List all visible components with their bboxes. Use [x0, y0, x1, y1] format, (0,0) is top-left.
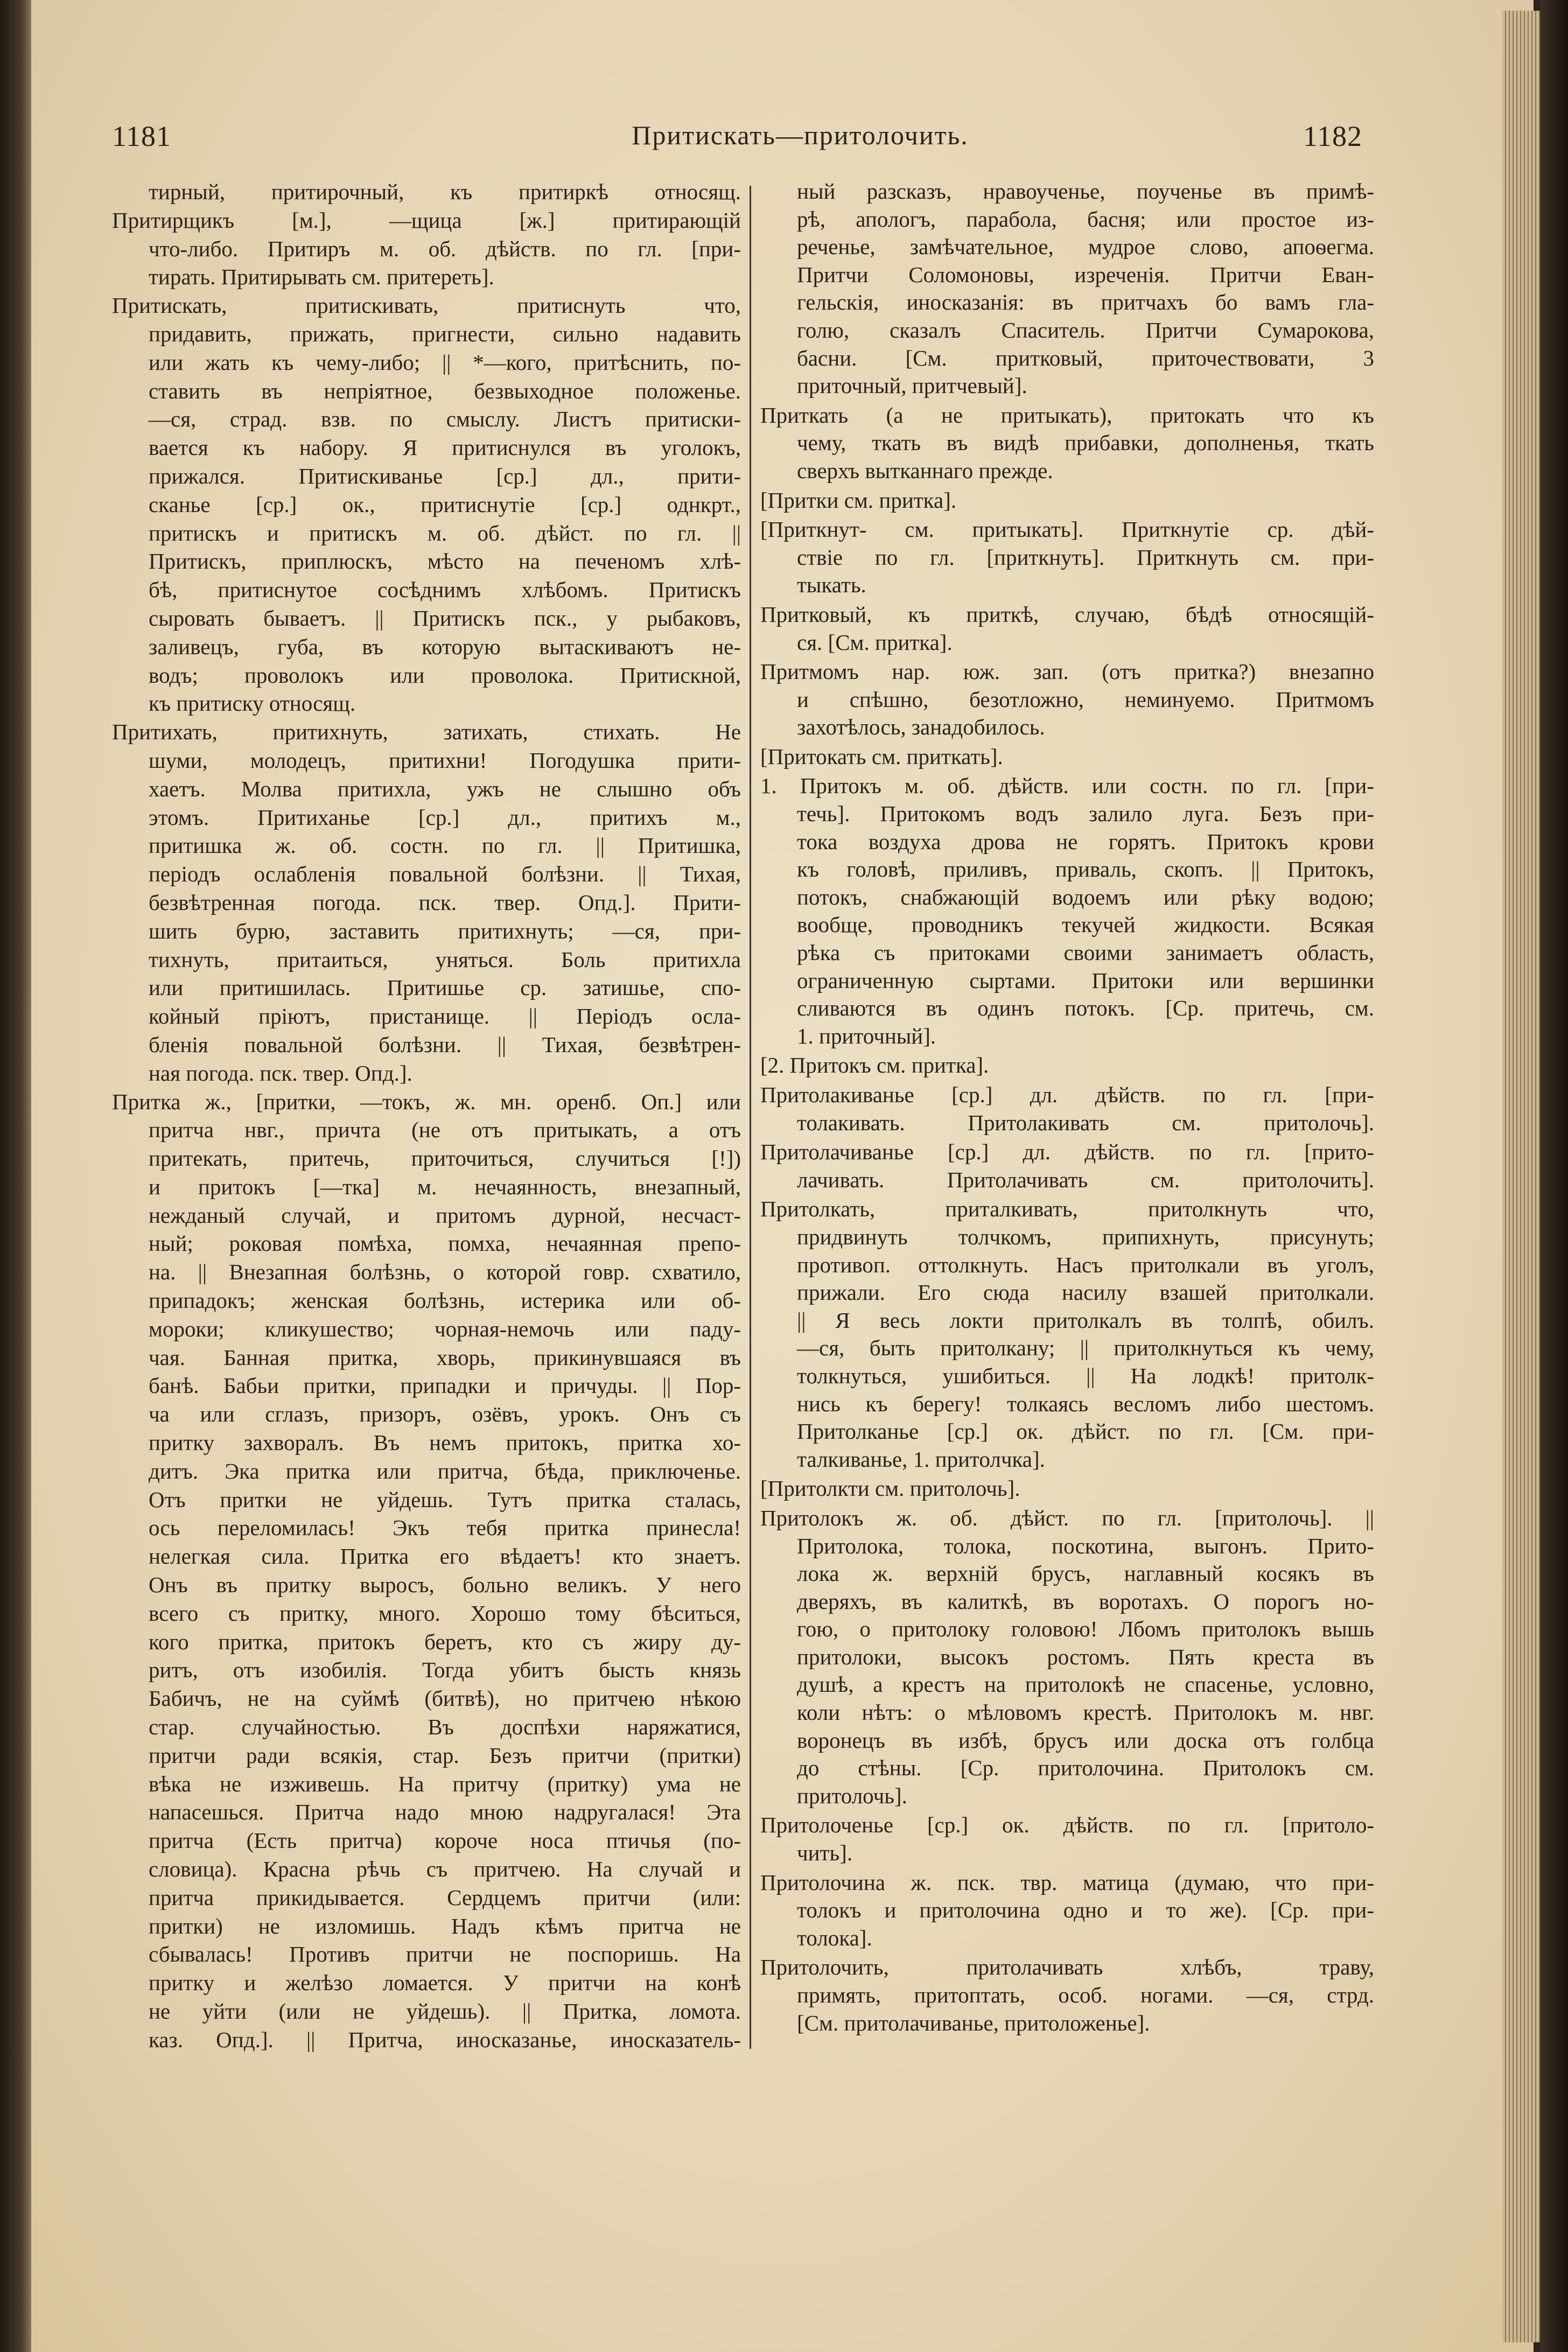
- text-line: дитъ. Эка притка или притча, бѣда, приключенье.: [149, 1458, 741, 1483]
- text-line: ограниченную сыртами. Притоки или вершинки: [797, 968, 1374, 993]
- text-line: притча нвг., причта (не отъ притыкать, а отъ: [149, 1117, 741, 1143]
- column-number-right: 1182: [1303, 120, 1362, 152]
- entry-headword-line: [Притокать см. приткать].: [760, 744, 1003, 769]
- text-column-left: [112, 178, 741, 2054]
- text-line: притча (Есть притча) короче носа птичья (по-: [149, 1828, 741, 1853]
- text-line: примять, притоптать, особ. ногами. —ся, стрд.: [797, 1983, 1374, 2007]
- column-divider: [750, 186, 751, 2049]
- page-edges: [1502, 11, 1540, 2342]
- text-column-right: [760, 178, 1374, 2037]
- text-line: || Я весь локти притолкалъ въ толпѣ, обилъ.: [797, 1307, 1374, 1333]
- text-line: притишка ж. об. состн. по гл. || Притишка,: [149, 833, 741, 858]
- text-line: ный; роковая помѣха, помха, нечаянная препо-: [149, 1231, 741, 1256]
- text-line: вообще, проводникъ текучей жидкости. Всякая: [797, 912, 1374, 937]
- text-line: сливаются въ одинъ потокъ. [Ср. притечь, см.: [797, 996, 1374, 1021]
- running-head: Притискать—притолочить.: [632, 120, 969, 150]
- text-line: притки) не изломишь. Надъ кѣмъ притча не: [149, 1913, 741, 1938]
- entry-headword-line: Притолачиванье [ср.] дл. дѣйств. по гл. [прито-: [760, 1139, 1374, 1165]
- text-line: водъ; проволокъ или проволока. Притискной,: [149, 662, 741, 688]
- text-line: лока ж. верхній брусъ, наглавный косякъ въ: [797, 1561, 1374, 1586]
- text-line: воронецъ въ избѣ, брусъ или доска отъ голбца: [797, 1727, 1374, 1753]
- entry-headword-line: Притмомъ нар. юж. зап. (отъ притка?) внезапно: [760, 659, 1374, 684]
- text-line: заливецъ, губа, въ которую вытаскиваютъ не-: [149, 634, 741, 659]
- text-line: что-либо. Притиръ м. об. дѣйств. по гл. [при-: [149, 236, 741, 261]
- text-line: чая. Банная притка, хворь, прикинувшаяся въ: [149, 1345, 741, 1370]
- text-line: басни. [См. притковый, приточествовати, 3: [797, 345, 1374, 370]
- text-line: гою, о притолоку головою! Лбомъ притолокъ вышь: [797, 1616, 1374, 1642]
- text-line: ча или сглазъ, призоръ, озёвъ, урокъ. Онъ съ: [149, 1402, 741, 1427]
- text-line: каз. Опд.]. || Притча, иносказанье, иносказатель-: [149, 2027, 741, 2052]
- text-line: стар. случайностью. Въ доспѣхи наряжатися,: [149, 1714, 741, 1740]
- text-line: шуми, молодецъ, притихни! Погодушка прити-: [149, 747, 741, 773]
- text-line: періодъ ослабленія повальной болѣзни. || Тихая,: [149, 862, 741, 887]
- text-line: ритъ, отъ изобилія. Тогда убитъ бысть князь: [149, 1657, 741, 1683]
- text-line: кого притка, притокъ беретъ, кто съ жиру ду-: [149, 1629, 741, 1654]
- text-line: —ся, страд. взв. по смыслу. Листъ притиски-: [149, 407, 741, 432]
- text-line: чему, ткать въ видѣ прибавки, дополненья, ткать: [797, 430, 1374, 456]
- text-line: тока воздуха дрова не горятъ. Притокъ крови: [797, 829, 1374, 854]
- entry-headword-line: Притковый, къ приткѣ, случаю, бѣдѣ относящій-: [760, 601, 1374, 627]
- text-line: дверяхъ, въ калиткѣ, въ воротахъ. О порогъ но-: [797, 1588, 1374, 1614]
- entry-headword-line: [Приткнут- см. притыкать]. Приткнутіе ср. дѣй-: [760, 517, 1374, 542]
- text-line: къ притиску относящ.: [149, 691, 356, 716]
- text-line: вается къ набору. Я притиснулся въ уголокъ,: [149, 435, 741, 460]
- text-line: гельскія, иносказанія: въ притчахъ бо вамъ гла-: [797, 290, 1374, 315]
- text-line: на. || Внезапная болѣзнь, о которой говр. схватило,: [149, 1259, 741, 1285]
- text-line: ствіе по гл. [приткнуть]. Приткнуть см. при-: [797, 544, 1374, 570]
- text-line: Притчи Соломоновы, изреченія. Притчи Еван-: [797, 262, 1374, 287]
- text-line: притча прикидывается. Сердцемъ притчи (или:: [149, 1885, 741, 1910]
- text-line: нежданый случай, и притомъ дурной, несчаст-: [149, 1202, 741, 1228]
- text-line: не уйти (или не уйдешь). || Притка, ломота.: [149, 1999, 741, 2024]
- text-line: Бабичъ, не на суймѣ (битвѣ), но притчею нѣкою: [149, 1686, 741, 1711]
- text-line: толкнуться, ушибиться. || На лодкѣ! притолк-: [797, 1363, 1374, 1388]
- text-line: притискъ и притискъ м. об. дѣйст. по гл. ||: [149, 520, 741, 545]
- text-line: Притолканье [ср.] ок. дѣйст. по гл. [См. при-: [797, 1419, 1374, 1444]
- text-line: тирать. Притирывать см. притереть].: [149, 264, 494, 290]
- text-line: банѣ. Бабьи притки, припадки и причуды. || Пор-: [149, 1373, 741, 1398]
- text-line: притку захворалъ. Въ немъ притокъ, притка хо-: [149, 1430, 741, 1455]
- text-line: нись къ берегу! толкаясь весломъ либо шестомъ.: [797, 1391, 1374, 1416]
- text-line: сканье [ср.] ок., притиснутіе [ср.] однкрт.,: [149, 492, 741, 517]
- text-line: притку и желѣзо ломается. У притчи на конѣ: [149, 1970, 741, 1996]
- text-line: Притолока, толока, поскотина, выгонъ. Прито-: [797, 1533, 1374, 1558]
- text-line: толока].: [797, 1925, 872, 1950]
- text-line: сбывалась! Противъ притчи не поспоришь. На: [149, 1942, 741, 1967]
- text-line: коли нѣтъ: о мѣловомъ крестѣ. Притолокъ м. нвг.: [797, 1700, 1374, 1725]
- text-line: потокъ, снабжающій водоемъ или рѣку водою;: [797, 884, 1374, 909]
- text-line: этомъ. Притиханье [ср.] дл., притихъ м.,: [149, 804, 741, 830]
- entry-headword-line: [2. Притокъ см. притка].: [760, 1053, 989, 1078]
- text-line: рѣка съ притоками своими занимаетъ область,: [797, 940, 1374, 965]
- text-line: душѣ, а крестъ на притолокѣ не спасенье, условно,: [797, 1672, 1374, 1697]
- text-line: ная погода. пск. твер. Опд.].: [149, 1060, 412, 1086]
- entry-headword-line: Притолочина ж. пск. твр. матица (думаю, что при-: [760, 1870, 1374, 1895]
- entry-headword-line: Притирщикъ [м.], —щица [ж.] притирающій: [112, 207, 741, 233]
- text-line: тихнуть, притаиться, уняться. Боль притихла: [149, 947, 741, 972]
- entry-headword-line: Притискать, притискивать, притиснуть что,: [112, 293, 741, 318]
- text-line: и притокъ [—тка] м. нечаянность, внезапный,: [149, 1174, 741, 1199]
- text-line: 1. приточный].: [797, 1023, 936, 1048]
- text-line: напасешься. Притча надо мною надругалася! Эта: [149, 1800, 741, 1825]
- text-line: рѣ, апологъ, парабола, басня; или простое из-: [797, 206, 1374, 232]
- text-line: нелегкая сила. Притка его вѣдаетъ! кто знаетъ.: [149, 1544, 741, 1569]
- text-line: придавить, прижать, пригнести, сильно надавить: [149, 321, 741, 346]
- text-line: притолоки, высокъ ростомъ. Пять креста въ: [797, 1644, 1374, 1669]
- book-cover-edge: [1540, 0, 1568, 2352]
- text-line: талкиванье, 1. притолчка].: [797, 1446, 1045, 1472]
- entry-headword-line: Притихать, притихнуть, затихать, стихать. Не: [112, 719, 741, 745]
- text-line: противоп. оттолкнуть. Насъ притолкали въ уголъ,: [797, 1252, 1374, 1277]
- text-line: сыровать бываетъ. || Притискъ пск., у рыбаковъ,: [149, 605, 741, 631]
- text-line: и спѣшно, безотложно, неминуемо. Притмомъ: [797, 687, 1374, 712]
- text-line: ставить въ непріятное, безвыходное положенье.: [149, 378, 741, 403]
- entry-headword-line: Притолоченье [ср.] ок. дѣйств. по гл. [притоло-: [760, 1812, 1374, 1838]
- text-line: ный разсказъ, нравоученье, поученье въ примѣ-: [797, 179, 1374, 204]
- entry-headword-line: Притолочить, притолачивать хлѣбъ, траву,: [760, 1955, 1374, 1980]
- text-line: припадокъ; женская болѣзнь, истерика или об-: [149, 1288, 741, 1313]
- text-line: хаетъ. Молва притихла, ужъ не слышно объ: [149, 776, 741, 801]
- entry-headword-line: [Притки см. притка].: [760, 487, 957, 513]
- column-number-left: 1181: [112, 120, 171, 152]
- entry-headword-line: Притолкать, приталкивать, притолкнуть что,: [760, 1196, 1374, 1222]
- text-line: притчи ради всякія, стар. Безъ притчи (притки): [149, 1742, 741, 1768]
- text-line: голю, сказалъ Спаситель. Притчи Сумарокова,: [797, 317, 1374, 342]
- text-line: прижали. Его сюда насилу взашей притолкали.: [797, 1280, 1374, 1305]
- text-line: ся. [См. притка].: [797, 629, 953, 655]
- text-line: притекать, притечь, приточиться, случиться [!]): [149, 1146, 741, 1171]
- text-line: притолочь].: [797, 1783, 907, 1808]
- text-line: тыкать.: [797, 572, 866, 598]
- text-line: Отъ притки не уйдешь. Тутъ притка сталась,: [149, 1487, 741, 1512]
- text-line: койный пріютъ, пристанище. || Періодъ осла-: [149, 1004, 741, 1029]
- text-line: придвинуть толчкомъ, припихнуть, присунуть;: [797, 1224, 1374, 1249]
- entry-headword-line: Притка ж., [притки, —токъ, ж. мн. оренб. Оп.] или: [112, 1089, 741, 1114]
- text-line: вѣка не изживешь. На притчу (притку) ума не: [149, 1771, 741, 1796]
- text-line: словица). Красна рѣчь съ притчею. На случай и: [149, 1857, 741, 1882]
- entry-headword-line: Приткать (а не притыкать), притокать что къ: [760, 402, 1374, 428]
- text-line: прижался. Притискиванье [ср.] дл., прити-: [149, 463, 741, 488]
- text-line: захотѣлось, занадобилось.: [797, 715, 1045, 740]
- text-line: бленія повальной болѣзни. || Тихая, безвѣтрен-: [149, 1032, 741, 1057]
- book-gutter: [0, 0, 31, 2352]
- text-line: реченье, замѣчательное, мудрое слово, апоѳегма.: [797, 234, 1374, 260]
- text-line: толокъ и притолочина одно и то же). [Ср. при-: [797, 1898, 1374, 1923]
- entry-headword-line: Притолокъ ж. об. дѣйст. по гл. [притолочь]. ||: [760, 1505, 1374, 1530]
- text-line: лачивать. Притолачивать см. притолочить].: [797, 1167, 1374, 1192]
- text-line: течь]. Притокомъ водъ залило луга. Безъ при-: [797, 801, 1374, 827]
- entry-headword-line: 1. Притокъ м. об. дѣйств. или состн. по гл. [при-: [760, 773, 1374, 799]
- text-line: Притискъ, приплюскъ, мѣсто на печеномъ хлѣ-: [149, 549, 741, 574]
- text-line: тирный, притирочный, къ притиркѣ относящ.: [149, 179, 741, 204]
- text-line: ось переломилась! Экъ тебя притка принесла!: [149, 1515, 741, 1541]
- entry-headword-line: [Притолкти см. притолочь].: [760, 1476, 1020, 1501]
- text-line: мороки; кликушество; чорная-немочь или паду-: [149, 1316, 741, 1341]
- text-line: къ головѣ, приливъ, приваль, скопъ. || Притокъ,: [797, 857, 1374, 882]
- text-line: чить].: [797, 1840, 853, 1866]
- text-line: —ся, быть притолкану; || притолкнуться къ чему,: [797, 1335, 1374, 1361]
- text-line: приточный, притчевый].: [797, 373, 1027, 398]
- text-line: шить бурю, заставить притихнуть; —ся, при-: [149, 918, 741, 943]
- text-line: бѣ, притиснутое сосѣднимъ хлѣбомъ. Притискъ: [149, 577, 741, 603]
- text-line: всего съ притку, много. Хорошо тому бѣситься,: [149, 1600, 741, 1626]
- text-line: Онъ въ притку выросъ, больно великъ. У него: [149, 1572, 741, 1598]
- text-line: или жать къ чему-либо; || *—кого, притѣснить, по-: [149, 349, 741, 375]
- text-line: [См. притолачиванье, притоложенье].: [797, 2010, 1150, 2035]
- text-line: толакивать. Притолакивать см. притолочь].: [797, 1110, 1374, 1135]
- entry-headword-line: Притолакиванье [ср.] дл. дѣйств. по гл. [при-: [760, 1082, 1374, 1107]
- text-line: до стѣны. [Ср. притолочина. Притолокъ см.: [797, 1755, 1374, 1781]
- text-line: безвѣтренная погода. пск. твер. Опд.]. Прити-: [149, 890, 741, 915]
- text-line: или притишилась. Притишье ср. затишье, спо-: [149, 975, 741, 1000]
- text-line: сверхъ вытканнаго прежде.: [797, 458, 1053, 483]
